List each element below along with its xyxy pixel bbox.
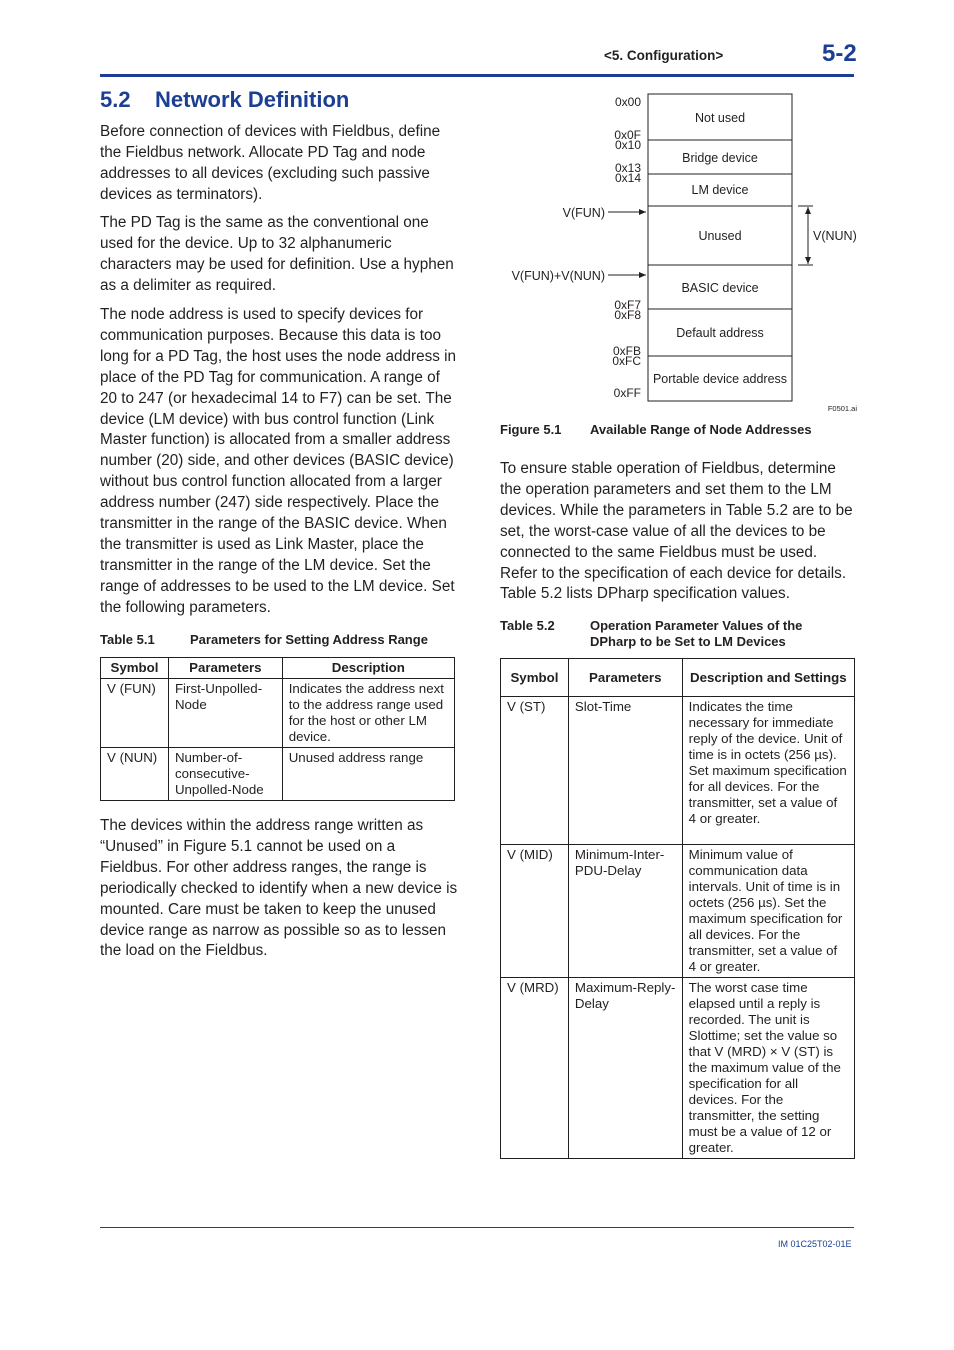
- footer-rule: [100, 1227, 854, 1228]
- section-title: Network Definition: [155, 87, 350, 112]
- range-arrowhead-down: [805, 257, 811, 264]
- figure-caption: [500, 422, 855, 437]
- range-v-nun-label: V(NUN): [813, 229, 857, 243]
- address-label: 0x14: [614, 171, 641, 185]
- block-basic-device: BASIC device: [681, 281, 759, 295]
- table2-title: Operation Parameter Values of the DPharp to be Set to LM Devices: [590, 618, 803, 649]
- block-lm-device: LM device: [691, 183, 749, 197]
- address-label: 0x0F: [614, 128, 641, 142]
- header-rule: [100, 74, 854, 77]
- running-header-section: <5. Configuration>: [604, 48, 724, 63]
- address-label: 0x00: [614, 95, 641, 109]
- table2-header: Description and Settings: [682, 659, 854, 697]
- table-cell: Unused address range: [282, 748, 454, 801]
- table2-header: Symbol: [501, 659, 569, 697]
- address-label: 0xFB: [612, 344, 641, 358]
- table-operation-parameters: [500, 658, 855, 1159]
- address-label: 0xF7: [614, 298, 641, 312]
- table-row: [501, 697, 855, 845]
- table-cell: Minimum value of communication data intervals. Unit of time is in octets (256 µs). Set the maximum specification for all devices. For the transmitter, set a value of 4 or greater.: [682, 845, 854, 978]
- table-row: [501, 978, 855, 1159]
- figure-file-label: F0501.ai: [827, 404, 857, 413]
- section-number: 5.2: [100, 87, 131, 112]
- address-label: 0xF8: [614, 308, 641, 322]
- table1-header: Symbol: [101, 658, 169, 679]
- node-address-diagram: [495, 88, 865, 418]
- table-cell: V (ST): [501, 697, 569, 845]
- figure-title: Available Range of Node Addresses: [590, 422, 812, 437]
- table-cell: V (MRD): [501, 978, 569, 1159]
- table2-label: Table 5.2: [500, 618, 555, 633]
- table-cell: The worst case time elapsed until a reply is recorded. The unit is Slottime; set the value so that V (MRD) × V (ST) is the maximum value of the specification for all devices. For the transmitter, the setting must be a value of 12 or greater.: [682, 978, 854, 1159]
- table-row: [101, 679, 455, 748]
- table-cell: V (FUN): [101, 679, 169, 748]
- table1-header: Parameters: [168, 658, 282, 679]
- table1-title: Parameters for Setting Address Range: [190, 632, 428, 647]
- table-cell: Indicates the address next to the address range used for the host or other LM device.: [282, 679, 454, 748]
- pointer-v-fun-label: V(FUN): [562, 206, 605, 220]
- table-cell: V (MID): [501, 845, 569, 978]
- figure-label: Figure 5.1: [500, 422, 562, 437]
- table1-header: Description: [282, 658, 454, 679]
- table2-header-row: [501, 659, 855, 697]
- table-cell: Indicates the time necessary for immediate reply of the device. Unit of time is in octets (256 µs). Set maximum specification for all devices. For the transmitter, set a value of 4 or greater.: [682, 697, 854, 845]
- table-cell: Slot-Time: [568, 697, 682, 845]
- table1-label: Table 5.1: [100, 632, 155, 647]
- table-cell: Minimum-Inter-PDU-Delay: [568, 845, 682, 978]
- table-cell: V (NUN): [101, 748, 169, 801]
- table-row: [101, 748, 455, 801]
- table-cell: First-Unpolled-Node: [168, 679, 282, 748]
- pointer-v-fun-nun-label: V(FUN)+V(NUN): [511, 269, 605, 283]
- page-number: 5-2: [822, 40, 857, 67]
- block-bridge-device: Bridge device: [682, 151, 758, 165]
- address-label: 0x10: [614, 138, 641, 152]
- pd-tag-paragraph: The PD Tag is the same as the conventional one used for the device. Up to 32 alphanumeric characters may be used for definition. Use a hyphen as a delimiter as required.: [100, 214, 454, 294]
- address-label: 0x13: [614, 161, 641, 175]
- table-cell: Number-of-consecutive-Unpolled-Node: [168, 748, 282, 801]
- intro-paragraph: Before connection of devices with Fieldbus, define the Fieldbus network. Allocate PD Tag and node addresses to all devices (excluding such passive devices as terminators).: [100, 123, 441, 203]
- section-heading: [100, 87, 349, 113]
- table-row: [501, 845, 855, 978]
- range-arrowhead-up: [805, 207, 811, 214]
- table2-caption: [500, 618, 855, 650]
- table-cell: Maximum-Reply-Delay: [568, 978, 682, 1159]
- address-label: 0xFF: [613, 386, 641, 400]
- node-address-paragraph: The node address is used to specify devices for communication purposes. Because this data is too long for a PD Tag, the host uses the node address in place of the PD Tag for communication. A range of 20 to 247 (or hexadecimal 14 to F7) can be set. The device (LM device) with bus control function (Link Master function) is allocated from a smaller address number (20) side, and other devices (BASIC device) without bus control function allocated from a larger address number (247) side respectively. Place the transmitter in the range of the BASIC device. When the transmitter is used as Link Master, place the transmitter in the range of the LM device. Set the range of addresses to be used to the LM device. Set the following parameters.: [100, 306, 457, 616]
- table1-header-row: [101, 658, 455, 679]
- address-label: 0xFC: [612, 354, 641, 368]
- operation-parameters-paragraph: To ensure stable operation of Fieldbus, determine the operation parameters and set them to the LM devices. While the parameters in Table 5.2 are to be set, the worst-case value of all the devices to be connected to the same Fieldbus must be used. Refer to the specification of each device for details. Table 5.2 lists DPharp specification values.: [500, 460, 853, 603]
- table1-caption: [100, 632, 458, 647]
- block-default-address: Default address: [676, 326, 764, 340]
- unused-range-paragraph: The devices within the address range written as “Unused” in Figure 5.1 cannot be used on a Fieldbus. For other address ranges, the range is periodically checked to identify when a new device is mounted. Care must be taken to keep the unused device range as narrow as possible so as to lessen the load on the Fieldbus.: [100, 817, 458, 960]
- block-not-used: Not used: [694, 111, 746, 125]
- document-id: IM 01C25T02-01E: [778, 1239, 852, 1249]
- table-address-range: [100, 657, 455, 801]
- block-unused: Unused: [698, 229, 742, 243]
- block-portable-device-address: Portable device address: [652, 372, 788, 386]
- table2-header: Parameters: [568, 659, 682, 697]
